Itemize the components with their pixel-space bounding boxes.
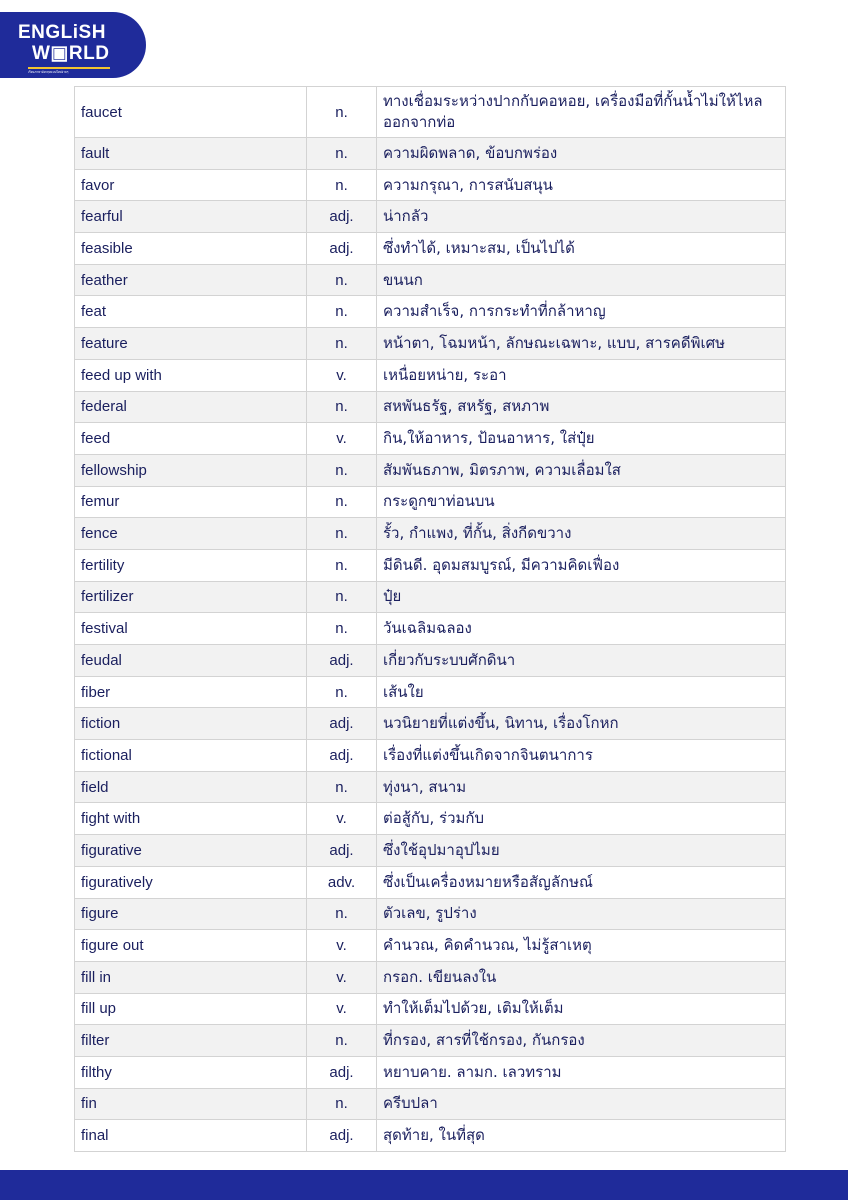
part-of-speech-cell: n. (307, 771, 377, 803)
part-of-speech-cell: n. (307, 138, 377, 170)
meaning-cell: ความสำเร็จ, การกระทำที่กล้าหาญ (377, 296, 786, 328)
part-of-speech-cell: adj. (307, 740, 377, 772)
meaning-cell: กระดูกขาท่อนบน (377, 486, 786, 518)
meaning-cell: เหนื่อยหน่าย, ระอา (377, 359, 786, 391)
word-cell: feat (75, 296, 307, 328)
part-of-speech-cell: adj. (307, 233, 377, 265)
word-cell: favor (75, 169, 307, 201)
word-cell: field (75, 771, 307, 803)
meaning-cell: คำนวณ, คิดคำนวณ, ไม่รู้สาเหตุ (377, 930, 786, 962)
part-of-speech-cell: n. (307, 454, 377, 486)
part-of-speech-cell: n. (307, 264, 377, 296)
meaning-cell: ทำให้เต็มไปด้วย, เติมให้เต็ม (377, 993, 786, 1025)
meaning-cell: ที่กรอง, สารที่ใช้กรอง, กันกรอง (377, 1025, 786, 1057)
part-of-speech-cell: n. (307, 676, 377, 708)
part-of-speech-cell: adj. (307, 1120, 377, 1152)
table-row (75, 898, 786, 930)
table-row (75, 866, 786, 898)
table-row (75, 359, 786, 391)
meaning-cell: ตัวเลข, รูปร่าง (377, 898, 786, 930)
part-of-speech-cell: v. (307, 359, 377, 391)
part-of-speech-cell: n. (307, 391, 377, 423)
word-cell: feed up with (75, 359, 307, 391)
meaning-cell: สัมพันธภาพ, มิตรภาพ, ความเลื่อมใส (377, 454, 786, 486)
part-of-speech-cell: v. (307, 803, 377, 835)
word-cell: final (75, 1120, 307, 1152)
word-cell: filter (75, 1025, 307, 1057)
word-cell: fertility (75, 549, 307, 581)
table-row (75, 423, 786, 455)
word-cell: figure (75, 898, 307, 930)
table-row (75, 549, 786, 581)
table-row (75, 87, 786, 138)
table-row (75, 930, 786, 962)
logo-tagline: เรียนภาษาอังกฤษแบบใหม่ง่ายๆ (28, 70, 69, 74)
table-row (75, 993, 786, 1025)
meaning-cell: เส้นใย (377, 676, 786, 708)
table-row (75, 771, 786, 803)
meaning-cell: ต่อสู้กับ, ร่วมกับ (377, 803, 786, 835)
part-of-speech-cell: n. (307, 549, 377, 581)
meaning-cell: ทางเชื่อมระหว่างปากกับคอหอย, เครื่องมือที่กั้นน้ำไม่ให้ไหลออกจากท่อ (377, 87, 786, 138)
part-of-speech-cell: n. (307, 328, 377, 360)
logo-text-world: W▣RLD (32, 43, 110, 64)
meaning-cell: น่ากลัว (377, 201, 786, 233)
word-cell: feasible (75, 233, 307, 265)
part-of-speech-cell: adj. (307, 835, 377, 867)
word-cell: fault (75, 138, 307, 170)
part-of-speech-cell: n. (307, 169, 377, 201)
table-row (75, 708, 786, 740)
meaning-cell: เรื่องที่แต่งขึ้นเกิดจากจินตนาการ (377, 740, 786, 772)
meaning-cell: กรอก. เขียนลงใน (377, 961, 786, 993)
word-cell: fence (75, 518, 307, 550)
logo-text-english: ENGLiSH (18, 22, 106, 43)
part-of-speech-cell: n. (307, 581, 377, 613)
word-cell: federal (75, 391, 307, 423)
word-cell: feature (75, 328, 307, 360)
part-of-speech-cell: n. (307, 296, 377, 328)
meaning-cell: หน้าตา, โฉมหน้า, ลักษณะเฉพาะ, แบบ, สารคดีพิเศษ (377, 328, 786, 360)
meaning-cell: รั้ว, กำแพง, ที่กั้น, สิ่งกีดขวาง (377, 518, 786, 550)
vocabulary-table (74, 86, 786, 1152)
meaning-cell: สหพันธรัฐ, สหรัฐ, สหภาพ (377, 391, 786, 423)
meaning-cell: ขนนก (377, 264, 786, 296)
table-row (75, 1056, 786, 1088)
part-of-speech-cell: n. (307, 518, 377, 550)
table-row (75, 138, 786, 170)
meaning-cell: ซึ่งเป็นเครื่องหมายหรือสัญลักษณ์ (377, 866, 786, 898)
part-of-speech-cell: n. (307, 613, 377, 645)
part-of-speech-cell: v. (307, 961, 377, 993)
part-of-speech-cell: n. (307, 1088, 377, 1120)
word-cell: feudal (75, 645, 307, 677)
meaning-cell: นวนิยายที่แต่งขึ้น, นิทาน, เรื่องโกหก (377, 708, 786, 740)
part-of-speech-cell: adj. (307, 645, 377, 677)
table-row (75, 201, 786, 233)
footer-bar (0, 1170, 848, 1200)
part-of-speech-cell: adv. (307, 866, 377, 898)
table-row (75, 676, 786, 708)
word-cell: fill up (75, 993, 307, 1025)
table-row (75, 1025, 786, 1057)
meaning-cell: ความผิดพลาด, ข้อบกพร่อง (377, 138, 786, 170)
part-of-speech-cell: v. (307, 423, 377, 455)
word-cell: fiber (75, 676, 307, 708)
part-of-speech-cell: v. (307, 930, 377, 962)
part-of-speech-cell: adj. (307, 708, 377, 740)
meaning-cell: กิน,ให้อาหาร, ป้อนอาหาร, ใส่ปุ๋ย (377, 423, 786, 455)
table-row (75, 1088, 786, 1120)
word-cell: fin (75, 1088, 307, 1120)
table-row (75, 328, 786, 360)
part-of-speech-cell: n. (307, 87, 377, 138)
word-cell: figure out (75, 930, 307, 962)
meaning-cell: เกี่ยวกับระบบศักดินา (377, 645, 786, 677)
table-row (75, 233, 786, 265)
word-cell: festival (75, 613, 307, 645)
meaning-cell: หยาบคาย. ลามก. เลวทราม (377, 1056, 786, 1088)
word-cell: fictional (75, 740, 307, 772)
table-row (75, 518, 786, 550)
meaning-cell: ปุ๋ย (377, 581, 786, 613)
table-row (75, 613, 786, 645)
table-row (75, 803, 786, 835)
part-of-speech-cell: n. (307, 898, 377, 930)
part-of-speech-cell: n. (307, 1025, 377, 1057)
word-cell: fearful (75, 201, 307, 233)
word-cell: fertilizer (75, 581, 307, 613)
table-row (75, 264, 786, 296)
meaning-cell: ความกรุณา, การสนับสนุน (377, 169, 786, 201)
table-row (75, 296, 786, 328)
part-of-speech-cell: v. (307, 993, 377, 1025)
word-cell: fellowship (75, 454, 307, 486)
table-row (75, 645, 786, 677)
meaning-cell: ครีบปลา (377, 1088, 786, 1120)
meaning-cell: ซึ่งทำได้, เหมาะสม, เป็นไปได้ (377, 233, 786, 265)
word-cell: femur (75, 486, 307, 518)
table-row (75, 581, 786, 613)
logo-underline (28, 67, 110, 69)
meaning-cell: สุดท้าย, ในที่สุด (377, 1120, 786, 1152)
word-cell: figurative (75, 835, 307, 867)
meaning-cell: ซึ่งใช้อุปมาอุปไมย (377, 835, 786, 867)
word-cell: fill in (75, 961, 307, 993)
word-cell: figuratively (75, 866, 307, 898)
table-row (75, 740, 786, 772)
word-cell: feed (75, 423, 307, 455)
word-cell: feather (75, 264, 307, 296)
table-row (75, 391, 786, 423)
table-row (75, 961, 786, 993)
table-row (75, 1120, 786, 1152)
word-cell: filthy (75, 1056, 307, 1088)
part-of-speech-cell: n. (307, 486, 377, 518)
word-cell: faucet (75, 87, 307, 138)
table-row (75, 835, 786, 867)
table-row (75, 454, 786, 486)
meaning-cell: มีดินดี. อุดมสมบูรณ์, มีความคิดเฟื่อง (377, 549, 786, 581)
word-cell: fiction (75, 708, 307, 740)
table-row (75, 486, 786, 518)
table-row (75, 169, 786, 201)
vocabulary-table-body (75, 87, 786, 1152)
english-world-logo (0, 12, 146, 78)
part-of-speech-cell: adj. (307, 1056, 377, 1088)
meaning-cell: วันเฉลิมฉลอง (377, 613, 786, 645)
meaning-cell: ทุ่งนา, สนาม (377, 771, 786, 803)
word-cell: fight with (75, 803, 307, 835)
part-of-speech-cell: adj. (307, 201, 377, 233)
